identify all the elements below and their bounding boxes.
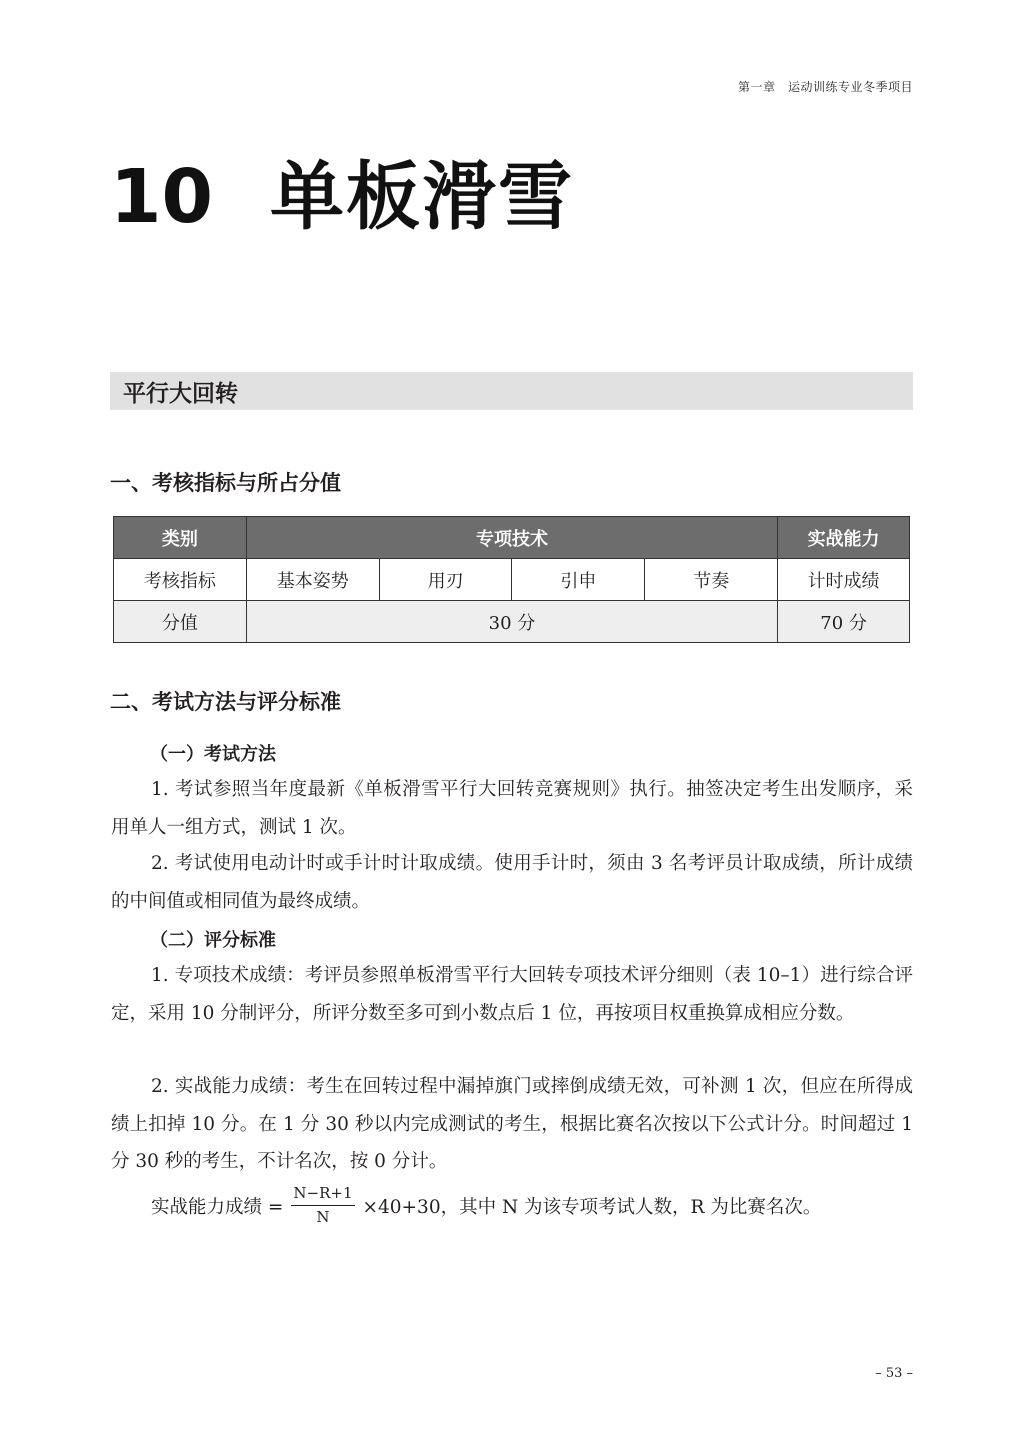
table-cell: 用刃 [379, 559, 512, 601]
table-header-row [114, 517, 910, 559]
formula-numerator: N−R+1 [291, 1183, 354, 1206]
chapter-name: 单板滑雪 [270, 154, 574, 240]
table-cell: 70 分 [778, 601, 910, 643]
formula-denominator: N [316, 1208, 330, 1226]
formula-fraction [291, 1183, 354, 1228]
table-row [114, 559, 910, 601]
method-heading: （一）考试方法 [150, 744, 276, 765]
formula-tail: ×40+30，其中 N 为该专项考试人数，R 为比赛名次。 [362, 1196, 822, 1218]
chapter-title [110, 154, 574, 240]
running-header: 第一章 运动训练专业冬季项目 [737, 80, 913, 94]
table-cell: 分值 [114, 601, 247, 643]
score-formula [151, 1183, 821, 1228]
table-row [114, 601, 910, 643]
table-header-combat: 实战能力 [778, 517, 910, 559]
section-title: 平行大回转 [123, 379, 238, 407]
section-title-bar [110, 372, 913, 410]
table-cell: 计时成绩 [778, 559, 910, 601]
scoring-paragraph-2: 2. 实战能力成绩：考生在回转过程中漏掉旗门或摔倒成绩无效，可补测 1 次，但应在所得成绩上扣掉 10 分。在 1 分 30 秒以内完成测试的考生，根据比赛名次按以下公式计分。时间超过 1 分 30 秒的考生，不计名次，按 0 分计。 [111, 1076, 913, 1172]
scoring-paragraph-1: 1. 专项技术成绩：考评员参照单板滑雪平行大回转专项技术评分细则（表 10–1）进行综合评定，采用 10 分制评分，所评分数至多可到小数点后 1 位，再按项目权重换算成相应分数。 [111, 965, 913, 1024]
part1-heading: 一、考核指标与所占分值 [110, 470, 341, 495]
scoring-heading: （二）评分标准 [150, 930, 276, 951]
formula-label: 实战能力成绩 = [151, 1196, 284, 1218]
table-cell: 节奏 [645, 559, 778, 601]
table-cell: 基本姿势 [246, 559, 379, 601]
table-cell: 引申 [512, 559, 645, 601]
method-paragraph-2: 2. 考试使用电动计时或手计时计取成绩。使用手计时，须由 3 名考评员计取成绩，所计成绩的中间值或相同值为最终成绩。 [111, 853, 913, 912]
method-paragraph-1: 1. 考试参照当年度最新《单板滑雪平行大回转竞赛规则》执行。抽签决定考生出发顺序，采用单人一组方式，测试 1 次。 [111, 779, 913, 838]
page-number: – 53 – [875, 1366, 913, 1381]
score-table [113, 516, 910, 643]
table-cell: 30 分 [246, 601, 777, 643]
chapter-number: 10 [110, 154, 213, 240]
table-header-category: 类别 [114, 517, 247, 559]
table-header-technique: 专项技术 [246, 517, 777, 559]
part2-heading: 二、考试方法与评分标准 [110, 689, 341, 714]
table-cell: 考核指标 [114, 559, 247, 601]
